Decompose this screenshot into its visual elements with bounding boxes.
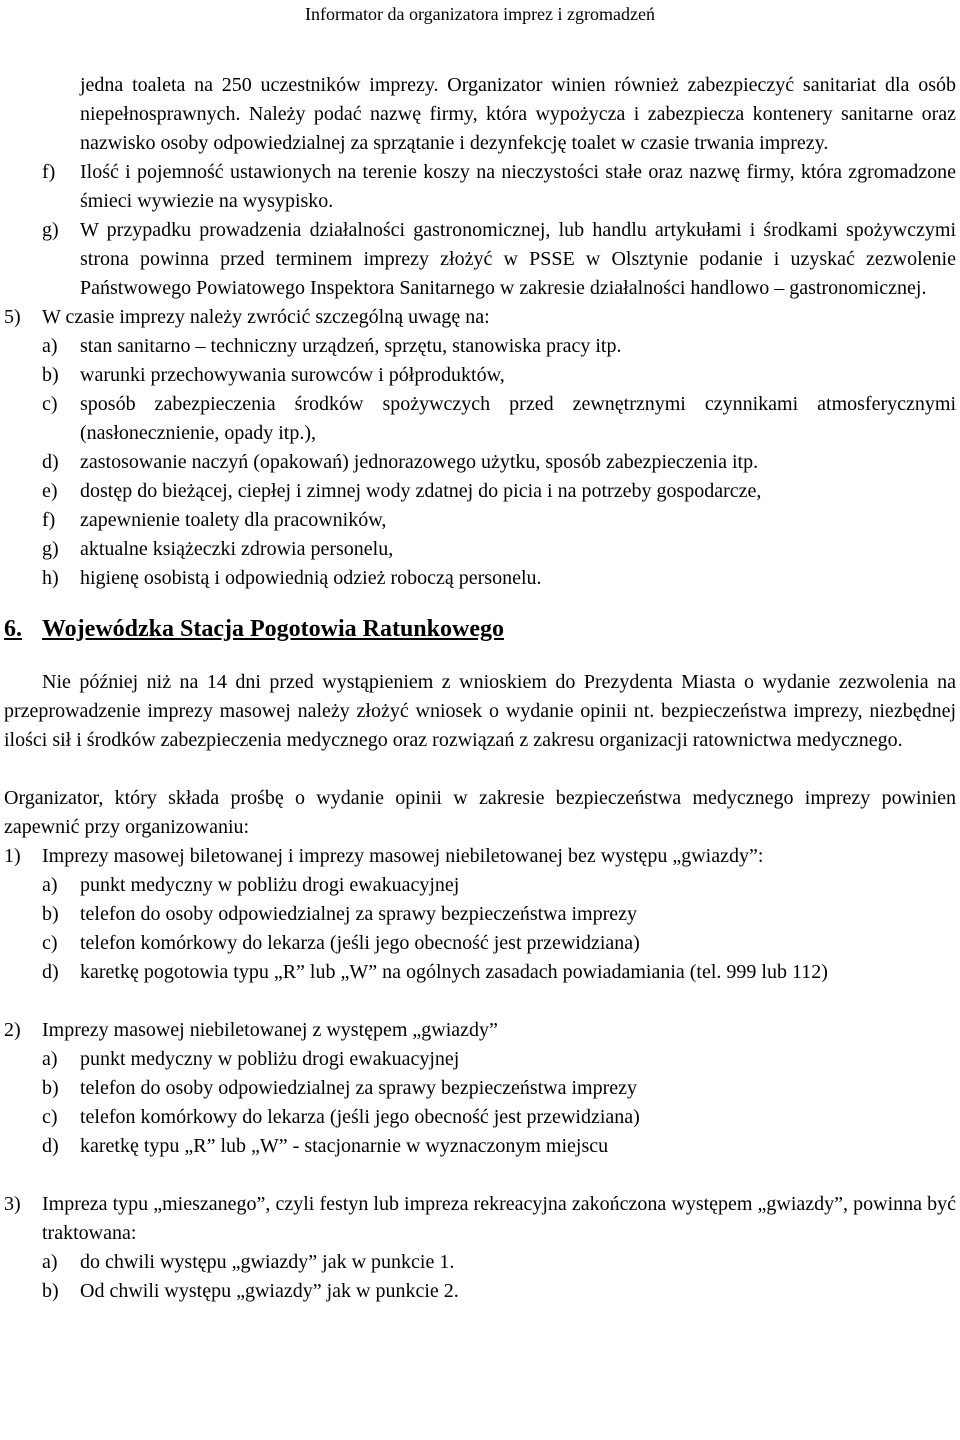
list-item-text: Ilość i pojemność ustawionych na terenie koszy na nieczystości stałe oraz nazwę firmy, która zgromadzone śmieci wywiezie na wysypisko.: [80, 161, 956, 212]
group-1-item-d: [4, 958, 956, 987]
section-paragraph-2: Organizator, który składa prośbę o wydanie opinii w zakresie bezpieczeństwa medycznego imprezy powinien zapewnić przy organizowaniu:: [4, 787, 956, 838]
list-marker: g): [42, 219, 59, 241]
list-marker: 2): [4, 1019, 21, 1041]
list-item-5g: [4, 535, 956, 564]
list-marker: b): [42, 364, 59, 386]
list-item-text: warunki przechowywania surowców i półproduktów,: [80, 364, 505, 386]
list-marker: g): [42, 538, 59, 560]
list-item-text: zapewnienie toalety dla pracowników,: [80, 509, 387, 531]
list-item-text: Od chwili występu „gwiazdy” jak w punkcie 2.: [80, 1280, 459, 1302]
list-item-text: telefon komórkowy do lekarza (jeśli jego obecność jest przewidziana): [80, 932, 640, 954]
list-item-text: do chwili występu „gwiazdy” jak w punkcie 1.: [80, 1251, 455, 1273]
group-2-item-b: [4, 1074, 956, 1103]
list-marker: f): [42, 509, 56, 531]
list-marker: c): [42, 932, 58, 954]
list-item-text: W czasie imprezy należy zwrócić szczególną uwagę na:: [42, 306, 490, 328]
group-1-item-b: [4, 900, 956, 929]
group-item-1: [4, 842, 956, 871]
list-item-text: telefon do osoby odpowiedzialnej za sprawy bezpieczeństwa imprezy: [80, 1077, 638, 1099]
group-3-item-b: [4, 1277, 956, 1306]
list-item-5c: [4, 390, 956, 448]
list-item-5: [4, 303, 956, 332]
list-item-5a: [4, 332, 956, 361]
list-marker: a): [42, 335, 58, 357]
list-item-5f: [4, 506, 956, 535]
group-2-item-a: [4, 1045, 956, 1074]
list-item-text: sposób zabezpieczenia środków spożywczych przed zewnętrznymi czynnikami atmosferycznymi (nasłonecznienie, opady itp.),: [80, 393, 956, 444]
list-item-text: telefon do osoby odpowiedzialnej za sprawy bezpieczeństwa imprezy: [80, 903, 638, 925]
list-item-text: zastosowanie naczyń (opakowań) jednorazowego użytku, sposób zabezpieczenia itp.: [80, 451, 759, 473]
list-marker: b): [42, 1077, 59, 1099]
list-item-g: [4, 216, 956, 303]
list-item-f: [4, 158, 956, 216]
section-number: 6.: [4, 616, 22, 642]
list-marker: d): [42, 961, 59, 983]
list-item-text: W przypadku prowadzenia działalności gastronomicznej, lub handlu artykułami i środkami spożywczymi strona powinna przed terminem imprezy złożyć w PSSE w Olsztynie podanie i uzyskać zezwolenie Państwowego Powiatowego Inspektora Sanitarnego w zakresie działalności handlowo – gastronomicznej.: [80, 219, 956, 299]
list-item-5d: [4, 448, 956, 477]
group-3-item-a: [4, 1248, 956, 1277]
list-item-text: karetkę typu „R” lub „W” - stacjonarnie w wyznaczonym miejscu: [80, 1135, 609, 1157]
group-item-3: [4, 1190, 956, 1248]
list-marker: d): [42, 451, 59, 473]
list-item-text: punkt medyczny w pobliżu drogi ewakuacyjnej: [80, 874, 460, 896]
continuation-paragraph: jedna toaleta na 250 uczestników imprezy. Organizator winien również zabezpieczyć sanitariat dla osób niepełnosprawnych. Należy podać nazwę firmy, która wypożycza i zabezpiecza kontenery sanitarne oraz nazwisko osoby odpowiedzialnej za sprzątanie i dezynfekcję toalet w czasie trwania imprezy.: [80, 74, 956, 154]
list-marker: e): [42, 480, 58, 502]
list-marker: a): [42, 1048, 58, 1070]
list-item-text: Imprezy masowej niebiletowanej z występem „gwiazdy”: [42, 1019, 498, 1041]
list-item-text: telefon komórkowy do lekarza (jeśli jego obecność jest przewidziana): [80, 1106, 640, 1128]
section-paragraph-1: Nie później niż na 14 dni przed wystąpieniem z wnioskiem do Prezydenta Miasta o wydanie zezwolenia na przeprowadzenie imprezy masowej należy złożyć wniosek o wydanie opinii nt. bezpieczeństwa imprezy, niezbędnej ilości sił i środków zabezpieczenia medycznego oraz rozwiązań z zakresu organizacji ratownictwa medycznego.: [4, 671, 956, 751]
list-item-5h: [4, 564, 956, 593]
list-item-text: higienę osobistą i odpowiednią odzież roboczą personelu.: [80, 567, 542, 589]
section-heading: [4, 612, 956, 646]
group-2-item-c: [4, 1103, 956, 1132]
list-marker: h): [42, 567, 59, 589]
list-item-text: aktualne książeczki zdrowia personelu,: [80, 538, 394, 560]
list-item-text: stan sanitarno – techniczny urządzeń, sprzętu, stanowiska pracy itp.: [80, 335, 622, 357]
running-header: Informator da organizatora imprez i zgromadzeń: [304, 4, 655, 24]
list-marker: b): [42, 1280, 59, 1302]
group-2-item-d: [4, 1132, 956, 1161]
list-item-text: punkt medyczny w pobliżu drogi ewakuacyjnej: [80, 1048, 460, 1070]
list-marker: 5): [4, 306, 21, 328]
list-item-5b: [4, 361, 956, 390]
list-marker: c): [42, 1106, 58, 1128]
list-marker: d): [42, 1135, 59, 1157]
list-item-text: Imprezy masowej biletowanej i imprezy masowej niebiletowanej bez występu „gwiazdy”:: [42, 845, 764, 867]
list-marker: 3): [4, 1193, 21, 1215]
page-content: [4, 71, 956, 1306]
list-marker: b): [42, 903, 59, 925]
list-marker: 1): [4, 845, 21, 867]
list-marker: f): [42, 161, 56, 183]
group-1-item-c: [4, 929, 956, 958]
list-marker: a): [42, 1251, 58, 1273]
list-item-text: Impreza typu „mieszanego”, czyli festyn lub impreza rekreacyjna zakończona występem „gwiazdy”, powinna być traktowana:: [42, 1193, 956, 1244]
list-item-text: karetkę pogotowia typu „R” lub „W” na ogólnych zasadach powiadamiania (tel. 999 lub 112): [80, 961, 828, 983]
section-title: Wojewódzka Stacja Pogotowia Ratunkowego: [42, 616, 504, 642]
spacer: [4, 755, 956, 784]
list-marker: a): [42, 874, 58, 896]
list-marker: c): [42, 393, 58, 415]
spacer: [4, 1161, 956, 1190]
list-item-5e: [4, 477, 956, 506]
spacer: [4, 987, 956, 1016]
group-1-item-a: [4, 871, 956, 900]
group-item-2: [4, 1016, 956, 1045]
list-item-text: dostęp do bieżącej, ciepłej i zimnej wody zdatnej do picia i na potrzeby gospodarcze,: [80, 480, 762, 502]
